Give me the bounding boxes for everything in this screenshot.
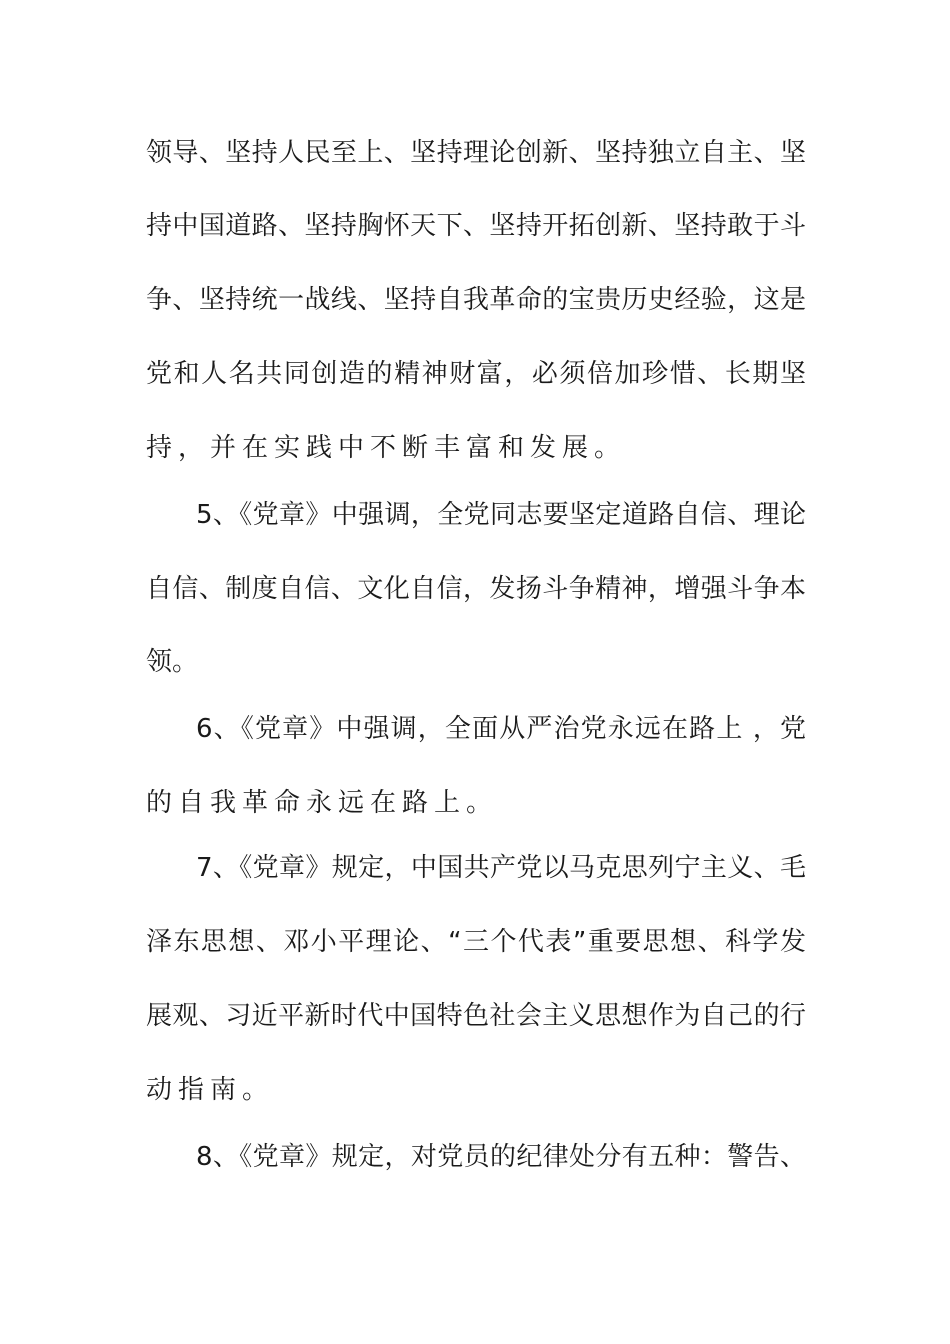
paragraph-7-line-4: 动指南。 [146,1075,275,1105]
paragraph-7-line-3: 展观、习近平新时代中国特色社会主义思想作为自己的行 [146,1001,806,1031]
text-line-3: 争、坚持统一战线、坚持自我革命的宝贵历史经验，这是 [146,285,806,315]
paragraph-8-line-1: 8、《党章》规定，对党员的纪律处分有五种：警告、 [196,1142,806,1172]
text-line-4: 党和人名共同创造的精神财富，必须倍加珍惜、长期坚 [146,359,806,389]
text-line-5: 持，并在实践中不断丰富和发展。 [146,433,627,463]
paragraph-6-line-1: 6、《党章》中强调，全面从严治党永远在路上 ，党 [196,714,806,744]
paragraph-7-line-2: 泽东思想、邓小平理论、“三个代表”重要思想、科学发 [146,927,806,957]
paragraph-5-line-1: 5、《党章》中强调，全党同志要坚定道路自信、理论 [196,500,806,530]
paragraph-7-line-1: 7、《党章》规定，中国共产党以马克思列宁主义、毛 [196,853,806,883]
paragraph-5-line-3: 领。 [146,647,199,677]
paragraph-6-line-2: 的自我革命永远在路上。 [146,788,499,818]
text-line-1: 领导、坚持人民至上、坚持理论创新、坚持独立自主、坚 [146,138,806,168]
text-line-2: 持中国道路、坚持胸怀天下、坚持开拓创新、坚持敢于斗 [146,211,806,241]
paragraph-5-line-2: 自信、制度自信、文化自信，发扬斗争精神，增强斗争本 [146,574,806,604]
